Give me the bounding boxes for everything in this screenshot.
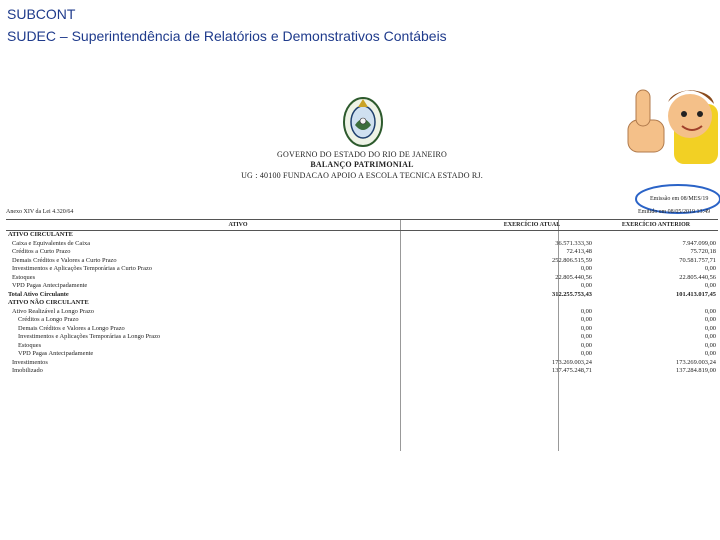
current-value (470, 231, 594, 240)
state-seal-icon (341, 95, 385, 149)
ug-line: UG : 40100 FUNDACAO APOIO A ESCOLA TECNICA ESTADO RJ. (241, 171, 483, 180)
current-value: 0,00 (580, 333, 592, 341)
row-label: Créditos a Longo Prazo (18, 316, 79, 324)
previous-value: 7.947.099,00 (682, 239, 716, 247)
previous-value: 22.805.440,56 (679, 273, 716, 281)
table-row (6, 359, 718, 368)
previous-value: 70.581.757,71 (679, 256, 716, 264)
row-label: Créditos a Curto Prazo (12, 248, 71, 256)
row-label: Demais Créditos e Valores a Longo Prazo (18, 324, 125, 332)
current-value: 0,00 (580, 324, 592, 332)
previous-value: 0,00 (704, 307, 716, 315)
previous-value: 0,00 (704, 265, 716, 273)
header-subcont: SUBCONT (7, 6, 76, 22)
table-header-row (6, 220, 718, 231)
row-label: Total Ativo Circulante (8, 290, 69, 298)
table-row (6, 257, 718, 266)
previous-value (594, 231, 718, 240)
balance-sheet-document (6, 92, 718, 452)
current-value: 22.805.440,56 (555, 273, 592, 281)
table-row (6, 350, 718, 359)
current-value: 173.269.003,24 (552, 358, 592, 366)
row-label: Investimentos (12, 358, 48, 366)
previous-value: 75.720,18 (690, 248, 716, 256)
row-label: Demais Créditos e Valores a Curto Prazo (12, 256, 117, 264)
row-label: Estoques (18, 341, 42, 349)
table-row (6, 367, 718, 376)
previous-value: 0,00 (704, 333, 716, 341)
table-row (6, 282, 718, 291)
previous-value: 0,00 (704, 350, 716, 358)
column-header: EXERCÍCIO ATUAL (470, 220, 594, 231)
row-label: Estoques (12, 273, 36, 281)
row-label: Investimentos e Aplicações Temporárias a Longo Prazo (18, 333, 161, 341)
gov-title: GOVERNO DO ESTADO DO RIO DE JANEIRO (277, 150, 447, 159)
table-row (6, 316, 718, 325)
column-header: EXERCÍCIO ANTERIOR (594, 220, 718, 231)
row-label: Imobilizado (12, 367, 43, 375)
column-header: ATIVO (6, 220, 470, 231)
previous-value: 137.284.819,00 (676, 367, 716, 375)
row-label: ATIVO CIRCULANTE (8, 231, 73, 239)
previous-value: 0,00 (704, 341, 716, 349)
table-row (6, 308, 718, 317)
row-label: VPD Pagas Antecipadamente (18, 350, 94, 358)
thumbs-up-mascot-icon (616, 84, 720, 176)
table-row (6, 325, 718, 334)
balance-table (6, 219, 718, 376)
row-label: ATIVO NÃO CIRCULANTE (8, 299, 89, 307)
table-row (6, 291, 718, 300)
row-label: VPD Pagas Antecipadamente (12, 282, 88, 290)
row-label: Investimentos e Aplicações Temporárias a Curto Prazo (12, 265, 152, 273)
current-value: 0,00 (580, 265, 592, 273)
emission-label: Emissão em 08/MES/19 (650, 196, 709, 202)
current-value: 72.413,48 (566, 248, 592, 256)
table-row (6, 333, 718, 342)
row-label: Ativo Realizável a Longo Prazo (12, 307, 94, 315)
current-value: 0,00 (580, 350, 592, 358)
current-value: 0,00 (580, 341, 592, 349)
current-value: 312.255.753,43 (552, 290, 592, 298)
table-row (6, 299, 718, 308)
table-row (6, 342, 718, 351)
page-ref: Emitido em 08/05/2019 13:49 (638, 209, 711, 215)
current-value: 0,00 (580, 307, 592, 315)
previous-value: 0,00 (704, 324, 716, 332)
table-row (6, 231, 718, 240)
previous-value (594, 299, 718, 308)
table-row (6, 265, 718, 274)
previous-value: 101.413.017,45 (676, 290, 716, 298)
previous-value: 0,00 (704, 282, 716, 290)
row-label: Caixa e Equivalentes de Caixa (12, 239, 91, 247)
table-row (6, 248, 718, 257)
annex-label: Anexo XIV da Lei 4.320/64 (6, 209, 74, 215)
current-value: 36.571.333,30 (555, 239, 592, 247)
previous-value: 0,00 (704, 316, 716, 324)
header-sudec: SUDEC – Superintendência de Relatórios e Demonstrativos Contábeis (7, 28, 447, 44)
table-row (6, 274, 718, 283)
report-title: BALANÇO PATRIMONIAL (310, 160, 414, 169)
current-value (470, 299, 594, 308)
current-value: 0,00 (580, 282, 592, 290)
previous-value: 173.269.003,24 (676, 358, 716, 366)
table-row (6, 240, 718, 249)
current-value: 0,00 (580, 316, 592, 324)
current-value: 252.806.515,59 (552, 256, 592, 264)
current-value: 137.475.248,71 (552, 367, 592, 375)
